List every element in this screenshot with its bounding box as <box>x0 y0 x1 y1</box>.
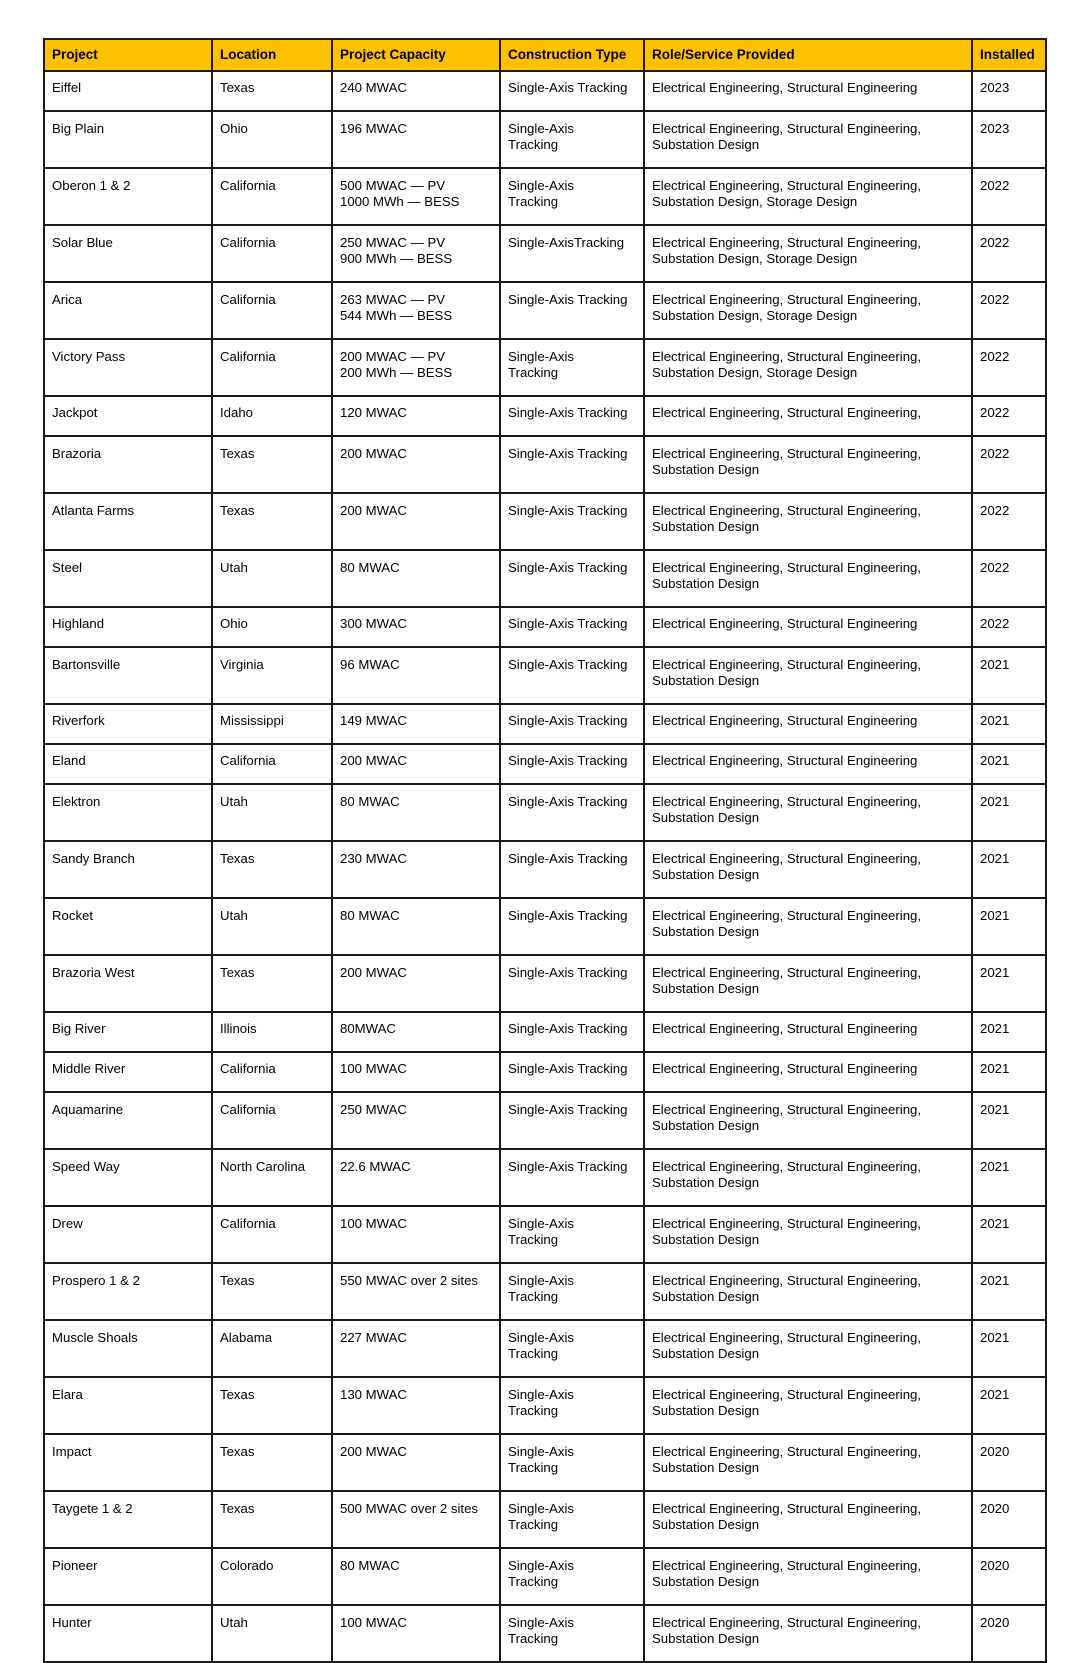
cell-project: Brazoria <box>44 436 212 493</box>
cell-location: Idaho <box>212 396 332 436</box>
cell-location: California <box>212 225 332 282</box>
cell-project: Rocket <box>44 898 212 955</box>
cell-capacity: 120 MWAC <box>332 396 500 436</box>
cell-installed: 2021 <box>972 1320 1046 1377</box>
cell-construction-type: Single-AxisTracking <box>500 225 644 282</box>
cell-project: Middle River <box>44 1052 212 1092</box>
cell-installed: 2021 <box>972 1012 1046 1052</box>
cell-location: Utah <box>212 1605 332 1662</box>
cell-capacity: 240 MWAC <box>332 71 500 111</box>
cell-capacity: 230 MWAC <box>332 841 500 898</box>
cell-construction-type: Single-Axis Tracking <box>500 1434 644 1491</box>
cell-installed: 2021 <box>972 1092 1046 1149</box>
cell-capacity: 500 MWAC — PV 1000 MWh — BESS <box>332 168 500 225</box>
table-header <box>44 39 1046 71</box>
cell-location: Texas <box>212 955 332 1012</box>
cell-installed: 2022 <box>972 607 1046 647</box>
header-row <box>44 39 1046 71</box>
cell-project: Impact <box>44 1434 212 1491</box>
cell-capacity: 149 MWAC <box>332 704 500 744</box>
cell-role-service: Electrical Engineering, Structural Engineering, Substation Design, Storage Design <box>644 339 972 396</box>
cell-construction-type: Single-Axis Tracking <box>500 168 644 225</box>
table-row <box>44 1206 1046 1263</box>
table-row <box>44 493 1046 550</box>
cell-project: Sandy Branch <box>44 841 212 898</box>
cell-project: Hunter <box>44 1605 212 1662</box>
cell-construction-type: Single-Axis Tracking <box>500 1206 644 1263</box>
cell-role-service: Electrical Engineering, Structural Engineering, Substation Design <box>644 1605 972 1662</box>
cell-construction-type: Single-Axis Tracking <box>500 1149 644 1206</box>
cell-capacity: 80MWAC <box>332 1012 500 1052</box>
cell-role-service: Electrical Engineering, Structural Engineering, Substation Design <box>644 111 972 168</box>
cell-project: Big River <box>44 1012 212 1052</box>
cell-construction-type: Single-Axis Tracking <box>500 436 644 493</box>
projects-table <box>43 38 1047 1663</box>
cell-installed: 2021 <box>972 647 1046 704</box>
cell-project: Atlanta Farms <box>44 493 212 550</box>
cell-location: Utah <box>212 898 332 955</box>
cell-project: Big Plain <box>44 111 212 168</box>
cell-construction-type: Single-Axis Tracking <box>500 493 644 550</box>
cell-location: Texas <box>212 1491 332 1548</box>
cell-role-service: Electrical Engineering, Structural Engineering, Substation Design <box>644 1491 972 1548</box>
cell-role-service: Electrical Engineering, Structural Engineering, Substation Design, Storage Design <box>644 168 972 225</box>
cell-location: Ohio <box>212 607 332 647</box>
cell-capacity: 80 MWAC <box>332 898 500 955</box>
cell-role-service: Electrical Engineering, Structural Engineering, Substation Design <box>644 493 972 550</box>
cell-construction-type: Single-Axis Tracking <box>500 1491 644 1548</box>
cell-capacity: 130 MWAC <box>332 1377 500 1434</box>
cell-construction-type: Single-Axis Tracking <box>500 1012 644 1052</box>
table-row <box>44 339 1046 396</box>
cell-installed: 2021 <box>972 898 1046 955</box>
cell-capacity: 96 MWAC <box>332 647 500 704</box>
cell-construction-type: Single-Axis Tracking <box>500 898 644 955</box>
table-row <box>44 841 1046 898</box>
cell-capacity: 500 MWAC over 2 sites <box>332 1491 500 1548</box>
cell-location: Texas <box>212 71 332 111</box>
cell-capacity: 100 MWAC <box>332 1605 500 1662</box>
table-row <box>44 955 1046 1012</box>
table-row <box>44 1092 1046 1149</box>
table-row <box>44 1052 1046 1092</box>
table-row <box>44 225 1046 282</box>
header-project: Project <box>44 39 212 71</box>
cell-project: Speed Way <box>44 1149 212 1206</box>
cell-project: Eland <box>44 744 212 784</box>
cell-construction-type: Single-Axis Tracking <box>500 71 644 111</box>
cell-project: Drew <box>44 1206 212 1263</box>
cell-location: Mississippi <box>212 704 332 744</box>
table-row <box>44 550 1046 607</box>
cell-construction-type: Single-Axis Tracking <box>500 1377 644 1434</box>
cell-role-service: Electrical Engineering, Structural Engineering, Substation Design <box>644 841 972 898</box>
cell-project: Bartonsville <box>44 647 212 704</box>
cell-project: Prospero 1 & 2 <box>44 1263 212 1320</box>
cell-project: Elektron <box>44 784 212 841</box>
table-row <box>44 647 1046 704</box>
cell-location: Texas <box>212 1263 332 1320</box>
cell-capacity: 200 MWAC <box>332 436 500 493</box>
cell-installed: 2021 <box>972 784 1046 841</box>
cell-role-service: Electrical Engineering, Structural Engineering, Substation Design <box>644 1377 972 1434</box>
table-row <box>44 784 1046 841</box>
cell-role-service: Electrical Engineering, Structural Engineering <box>644 1012 972 1052</box>
cell-project: Brazoria West <box>44 955 212 1012</box>
cell-construction-type: Single-Axis Tracking <box>500 111 644 168</box>
cell-location: Utah <box>212 784 332 841</box>
table-row <box>44 1149 1046 1206</box>
cell-role-service: Electrical Engineering, Structural Engineering, Substation Design <box>644 1434 972 1491</box>
cell-role-service: Electrical Engineering, Structural Engineering, Substation Design <box>644 1206 972 1263</box>
table-row <box>44 1377 1046 1434</box>
table-row <box>44 744 1046 784</box>
cell-project: Taygete 1 & 2 <box>44 1491 212 1548</box>
table-row <box>44 1320 1046 1377</box>
cell-installed: 2022 <box>972 493 1046 550</box>
table-row <box>44 607 1046 647</box>
cell-project: Highland <box>44 607 212 647</box>
cell-capacity: 200 MWAC <box>332 493 500 550</box>
cell-project: Eiffel <box>44 71 212 111</box>
cell-role-service: Electrical Engineering, Structural Engineering, Substation Design <box>644 1149 972 1206</box>
cell-project: Oberon 1 & 2 <box>44 168 212 225</box>
cell-construction-type: Single-Axis Tracking <box>500 607 644 647</box>
cell-project: Jackpot <box>44 396 212 436</box>
cell-installed: 2021 <box>972 1263 1046 1320</box>
cell-capacity: 22.6 MWAC <box>332 1149 500 1206</box>
table-row <box>44 1263 1046 1320</box>
cell-project: Steel <box>44 550 212 607</box>
cell-construction-type: Single-Axis Tracking <box>500 550 644 607</box>
cell-construction-type: Single-Axis Tracking <box>500 282 644 339</box>
header-role-service: Role/Service Provided <box>644 39 972 71</box>
cell-project: Solar Blue <box>44 225 212 282</box>
cell-construction-type: Single-Axis Tracking <box>500 339 644 396</box>
cell-location: California <box>212 168 332 225</box>
cell-location: California <box>212 1092 332 1149</box>
cell-role-service: Electrical Engineering, Structural Engineering, Substation Design, Storage Design <box>644 282 972 339</box>
cell-role-service: Electrical Engineering, Structural Engineering, Substation Design <box>644 955 972 1012</box>
cell-capacity: 550 MWAC over 2 sites <box>332 1263 500 1320</box>
cell-installed: 2021 <box>972 744 1046 784</box>
cell-capacity: 200 MWAC — PV 200 MWh — BESS <box>332 339 500 396</box>
cell-role-service: Electrical Engineering, Structural Engineering, Substation Design <box>644 784 972 841</box>
cell-role-service: Electrical Engineering, Structural Engineering, Substation Design <box>644 1092 972 1149</box>
table-row <box>44 898 1046 955</box>
cell-capacity: 200 MWAC <box>332 1434 500 1491</box>
cell-construction-type: Single-Axis Tracking <box>500 1548 644 1605</box>
cell-location: Utah <box>212 550 332 607</box>
cell-location: North Carolina <box>212 1149 332 1206</box>
cell-role-service: Electrical Engineering, Structural Engineering, Substation Design, Storage Design <box>644 225 972 282</box>
cell-capacity: 80 MWAC <box>332 550 500 607</box>
cell-location: Texas <box>212 493 332 550</box>
cell-role-service: Electrical Engineering, Structural Engineering <box>644 607 972 647</box>
cell-installed: 2022 <box>972 168 1046 225</box>
cell-construction-type: Single-Axis Tracking <box>500 955 644 1012</box>
cell-installed: 2022 <box>972 282 1046 339</box>
cell-role-service: Electrical Engineering, Structural Engineering, Substation Design <box>644 436 972 493</box>
cell-project: Riverfork <box>44 704 212 744</box>
cell-construction-type: Single-Axis Tracking <box>500 1263 644 1320</box>
cell-role-service: Electrical Engineering, Structural Engineering, Substation Design <box>644 1548 972 1605</box>
cell-location: Texas <box>212 436 332 493</box>
cell-installed: 2022 <box>972 339 1046 396</box>
cell-role-service: Electrical Engineering, Structural Engineering <box>644 71 972 111</box>
cell-capacity: 250 MWAC — PV 900 MWh — BESS <box>332 225 500 282</box>
cell-installed: 2021 <box>972 1206 1046 1263</box>
cell-installed: 2021 <box>972 1052 1046 1092</box>
cell-installed: 2022 <box>972 396 1046 436</box>
cell-role-service: Electrical Engineering, Structural Engineering, Substation Design <box>644 550 972 607</box>
table-row <box>44 71 1046 111</box>
table-row <box>44 704 1046 744</box>
cell-installed: 2021 <box>972 955 1046 1012</box>
cell-capacity: 196 MWAC <box>332 111 500 168</box>
cell-capacity: 80 MWAC <box>332 1548 500 1605</box>
table-row <box>44 1548 1046 1605</box>
cell-location: Colorado <box>212 1548 332 1605</box>
cell-capacity: 200 MWAC <box>332 744 500 784</box>
cell-location: Texas <box>212 841 332 898</box>
header-location: Location <box>212 39 332 71</box>
table-row <box>44 168 1046 225</box>
cell-location: California <box>212 282 332 339</box>
cell-role-service: Electrical Engineering, Structural Engineering <box>644 744 972 784</box>
cell-role-service: Electrical Engineering, Structural Engineering, <box>644 396 972 436</box>
cell-project: Victory Pass <box>44 339 212 396</box>
cell-construction-type: Single-Axis Tracking <box>500 647 644 704</box>
cell-location: Texas <box>212 1434 332 1491</box>
cell-capacity: 80 MWAC <box>332 784 500 841</box>
cell-role-service: Electrical Engineering, Structural Engineering, Substation Design <box>644 647 972 704</box>
cell-installed: 2023 <box>972 111 1046 168</box>
cell-installed: 2022 <box>972 436 1046 493</box>
cell-location: California <box>212 1052 332 1092</box>
cell-location: Alabama <box>212 1320 332 1377</box>
table-row <box>44 1434 1046 1491</box>
cell-role-service: Electrical Engineering, Structural Engineering <box>644 704 972 744</box>
cell-capacity: 250 MWAC <box>332 1092 500 1149</box>
cell-construction-type: Single-Axis Tracking <box>500 784 644 841</box>
table-row <box>44 1605 1046 1662</box>
cell-construction-type: Single-Axis Tracking <box>500 744 644 784</box>
cell-location: Texas <box>212 1377 332 1434</box>
cell-installed: 2023 <box>972 71 1046 111</box>
cell-construction-type: Single-Axis Tracking <box>500 841 644 898</box>
cell-construction-type: Single-Axis Tracking <box>500 1052 644 1092</box>
table-row <box>44 282 1046 339</box>
cell-construction-type: Single-Axis Tracking <box>500 1605 644 1662</box>
cell-role-service: Electrical Engineering, Structural Engineering, Substation Design <box>644 1263 972 1320</box>
header-installed: Installed <box>972 39 1046 71</box>
cell-role-service: Electrical Engineering, Structural Engineering, Substation Design <box>644 1320 972 1377</box>
cell-capacity: 227 MWAC <box>332 1320 500 1377</box>
table-row <box>44 1491 1046 1548</box>
header-construction-type: Construction Type <box>500 39 644 71</box>
cell-installed: 2020 <box>972 1491 1046 1548</box>
cell-installed: 2020 <box>972 1605 1046 1662</box>
cell-construction-type: Single-Axis Tracking <box>500 704 644 744</box>
table-row <box>44 111 1046 168</box>
cell-installed: 2022 <box>972 550 1046 607</box>
cell-location: Virginia <box>212 647 332 704</box>
cell-location: California <box>212 1206 332 1263</box>
table-row <box>44 396 1046 436</box>
header-capacity: Project Capacity <box>332 39 500 71</box>
cell-location: California <box>212 339 332 396</box>
cell-role-service: Electrical Engineering, Structural Engineering, Substation Design <box>644 898 972 955</box>
cell-installed: 2021 <box>972 704 1046 744</box>
cell-location: Ohio <box>212 111 332 168</box>
cell-project: Muscle Shoals <box>44 1320 212 1377</box>
cell-installed: 2021 <box>972 1149 1046 1206</box>
table-body <box>44 71 1046 1662</box>
table-row <box>44 1012 1046 1052</box>
cell-project: Pioneer <box>44 1548 212 1605</box>
cell-project: Elara <box>44 1377 212 1434</box>
cell-construction-type: Single-Axis Tracking <box>500 396 644 436</box>
cell-role-service: Electrical Engineering, Structural Engineering <box>644 1052 972 1092</box>
cell-location: California <box>212 744 332 784</box>
cell-capacity: 100 MWAC <box>332 1052 500 1092</box>
cell-construction-type: Single-Axis Tracking <box>500 1092 644 1149</box>
cell-installed: 2021 <box>972 1377 1046 1434</box>
cell-project: Aquamarine <box>44 1092 212 1149</box>
cell-project: Arica <box>44 282 212 339</box>
cell-capacity: 300 MWAC <box>332 607 500 647</box>
cell-installed: 2022 <box>972 225 1046 282</box>
table-row <box>44 436 1046 493</box>
cell-construction-type: Single-Axis Tracking <box>500 1320 644 1377</box>
cell-installed: 2021 <box>972 841 1046 898</box>
cell-location: Illinois <box>212 1012 332 1052</box>
cell-capacity: 200 MWAC <box>332 955 500 1012</box>
cell-capacity: 263 MWAC — PV 544 MWh — BESS <box>332 282 500 339</box>
cell-capacity: 100 MWAC <box>332 1206 500 1263</box>
cell-installed: 2020 <box>972 1548 1046 1605</box>
cell-installed: 2020 <box>972 1434 1046 1491</box>
